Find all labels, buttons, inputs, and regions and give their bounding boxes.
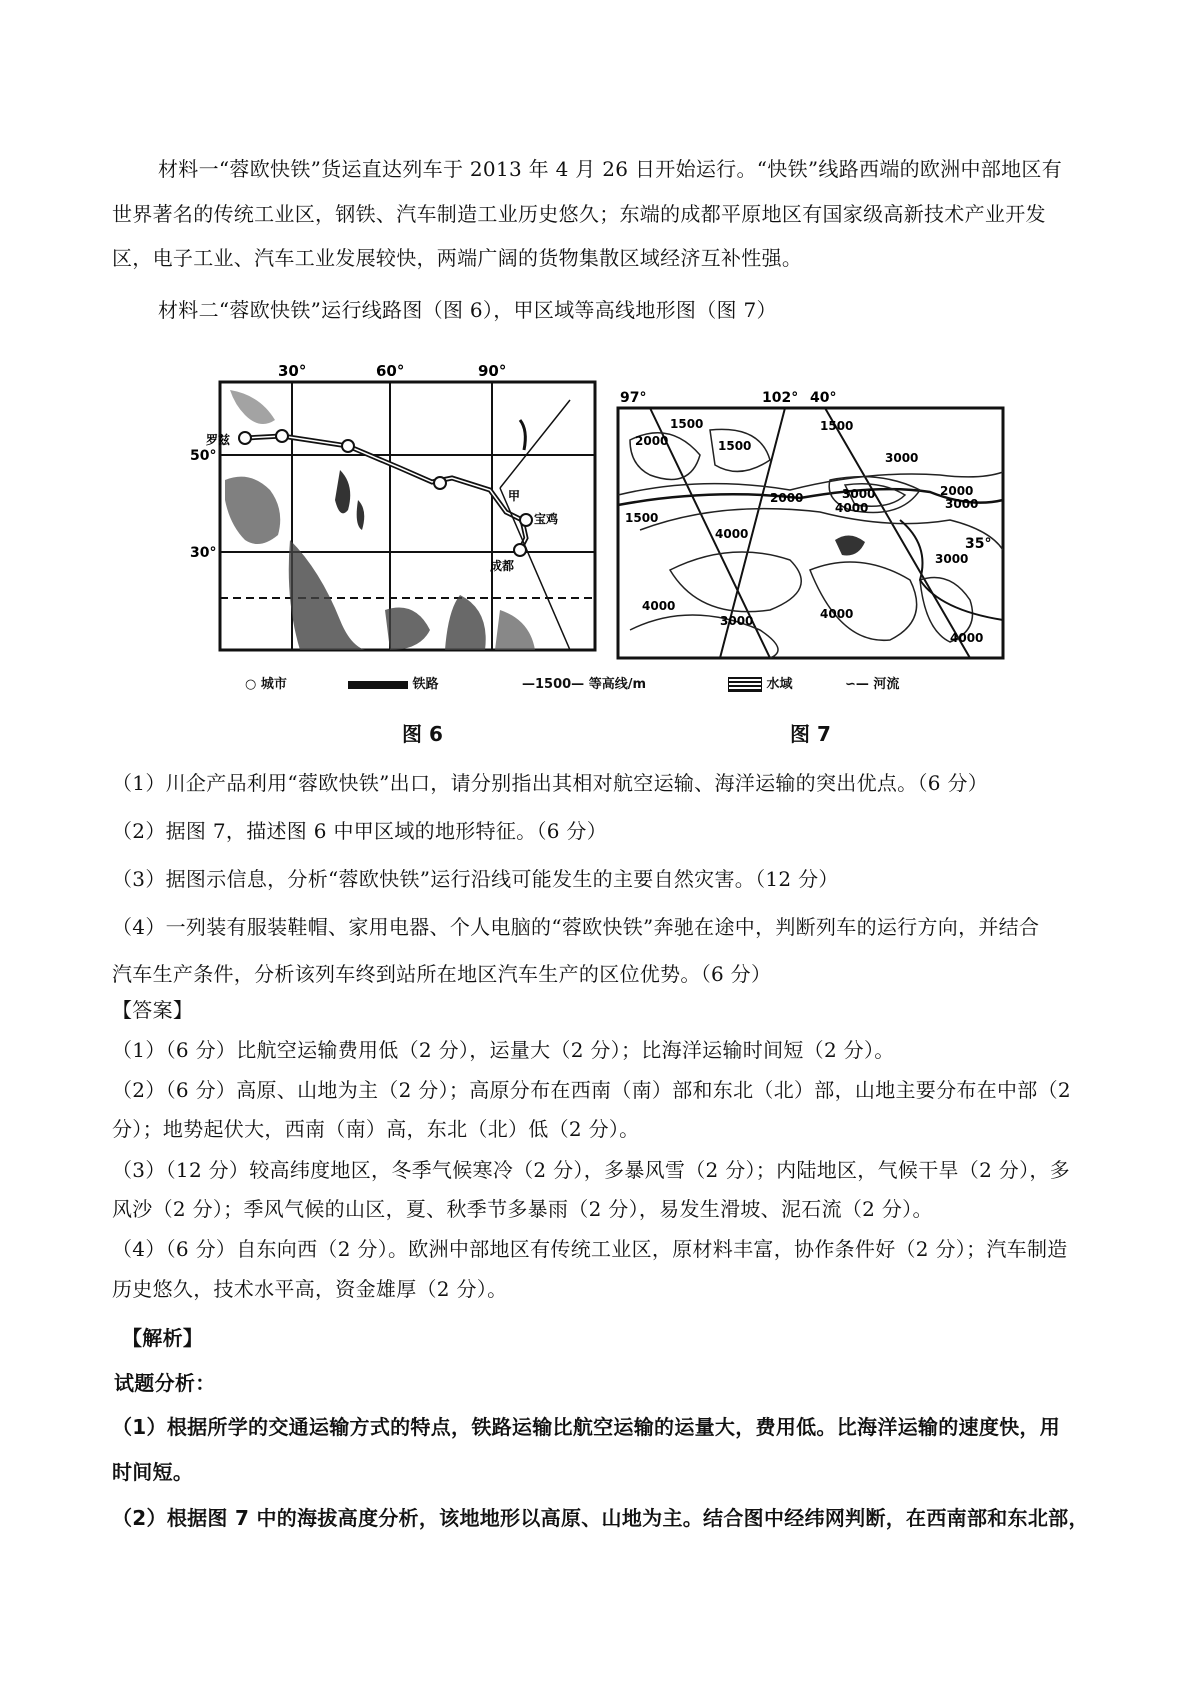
fig7-contour-label: 3000 (842, 487, 876, 501)
answer-line: （4）（6 分）自东向西（2 分）。欧洲中部地区有传统工业区，原材料丰富，协作条件好（2 分）；汽车制造 (112, 1237, 1068, 1261)
fig6-jia-label: 甲 (508, 489, 521, 503)
fig6-luoci-label: 罗兹 (206, 433, 231, 447)
fig7-contour-label: 1500 (670, 417, 704, 431)
fig6-lon-60: 60° (376, 362, 405, 380)
fig7-contour-label: 3000 (720, 614, 754, 628)
analysis-subheading: 试题分析： (114, 1371, 216, 1395)
fig6-chengdu-label: 成都 (490, 559, 515, 573)
fig6-caption: 图 6 (402, 722, 443, 746)
fig7-contour-label: 3000 (935, 552, 969, 566)
fig7-contour-label: 4000 (820, 607, 854, 621)
figure-7-contour-map (610, 380, 1010, 669)
analysis-line: 时间短。 (112, 1460, 194, 1484)
fig7-contour-label: 2000 (770, 491, 804, 505)
fig7-contour-label: 1500 (718, 439, 752, 453)
material1-line-3: 区，电子工业、汽车工业发展较快，两端广阔的货物集散区域经济互补性强。 (112, 246, 803, 270)
fig7-lat-35: 35° (965, 536, 992, 552)
material2-line: 材料二“蓉欧快铁”运行线路图（图 6），甲区域等高线地形图（图 7） (158, 298, 777, 322)
question-3: （3）据图示信息，分析“蓉欧快铁”运行沿线可能发生的主要自然灾害。（12 分） (112, 867, 839, 891)
figure-6-route-map (190, 360, 610, 679)
question-2: （2）据图 7，描述图 6 中甲区域的地形特征。（6 分） (112, 819, 608, 843)
fig7-contour-label: 4000 (835, 501, 869, 515)
river-icon: ∽— (845, 677, 874, 692)
fig7-contour-label: 4000 (715, 527, 749, 541)
fig7-lon-97: 97° (620, 390, 647, 406)
fig6-lon-30: 30° (278, 362, 307, 380)
fig7-lat-40: 40° (810, 390, 837, 406)
fig6-svg (190, 360, 610, 675)
fig7-contour-label: 1500 (625, 511, 659, 525)
fig6-baoji-label: 宝鸡 (534, 512, 559, 526)
fig6-lat-30: 30° (190, 545, 217, 561)
legend-water: 水域 (728, 673, 793, 692)
fig7-caption: 图 7 (790, 722, 831, 746)
analysis-line: （2）根据图 7 中的海拔高度分析，该地地形以高原、山地为主。结合图中经纬网判断，在西南部和东北部， (112, 1506, 1089, 1530)
fig6-lon-90: 90° (478, 362, 507, 380)
question-4-cont: 汽车生产条件，分析该列车终到站所在地区汽车生产的区位优势。（6 分） (112, 962, 772, 986)
fig7-contour-label: 3000 (945, 497, 979, 511)
legend-railway: 铁路 (348, 673, 439, 692)
city-icon: ○ (245, 677, 261, 692)
material1-line-1: 材料一“蓉欧快铁”货运直达列车于 2013 年 4 月 26 日开始运行。“快铁”线路西端的欧洲中部地区有 (158, 157, 1063, 181)
fig7-svg (610, 380, 1010, 665)
material1-line-2: 世界著名的传统工业区，钢铁、汽车制造工业历史悠久；东端的成都平原地区有国家级高新技术产业开发 (112, 202, 1046, 226)
fig7-contour-label: 4000 (642, 599, 676, 613)
fig7-lon-102: 102° (762, 390, 799, 406)
legend-city: ○ 城市 (245, 677, 287, 692)
answer-line: （1）（6 分）比航空运输费用低（2 分），运量大（2 分）；比海洋运输时间短（2 分）。 (112, 1038, 895, 1062)
legend-river: ∽— 河流 (845, 677, 900, 692)
answer-heading: 【答案】 (112, 998, 194, 1022)
question-1: （1）川企产品利用“蓉欧快铁”出口，请分别指出其相对航空运输、海洋运输的突出优点。（6 分） (112, 771, 989, 795)
fig7-contour-label: 3000 (885, 451, 919, 465)
legend-contour: —1500— 等高线/m (522, 677, 647, 692)
water-icon (728, 677, 762, 692)
railway-icon (348, 681, 408, 689)
fig7-contour-label: 2000 (635, 434, 669, 448)
question-4: （4）一列装有服装鞋帽、家用电器、个人电脑的“蓉欧快铁”奔驰在途中，判断列车的运行方向，并结合 (112, 915, 1040, 939)
answer-line: 历史悠久，技术水平高，资金雄厚（2 分）。 (112, 1277, 508, 1301)
answer-line: （3）（12 分）较高纬度地区，冬季气候寒冷（2 分），多暴风雪（2 分）；内陆地区，气候干旱（2 分），多 (112, 1158, 1070, 1182)
analysis-line: （1）根据所学的交通运输方式的特点，铁路运输比航空运输的运量大，费用低。比海洋运输的速度快，用 (112, 1415, 1061, 1439)
answer-line: 风沙（2 分）；季风气候的山区，夏、秋季节多暴雨（2 分），易发生滑坡、泥石流（2 分）。 (112, 1197, 933, 1221)
fig7-contour-label: 4000 (950, 631, 984, 645)
fig7-contour-label: 2000 (940, 484, 974, 498)
fig6-lat-50: 50° (190, 448, 217, 464)
fig7-contour-label: 1500 (820, 419, 854, 433)
answer-line: 分）；地势起伏大，西南（南）高，东北（北）低（2 分）。 (112, 1117, 640, 1141)
analysis-heading: 【解析】 (122, 1326, 204, 1350)
answer-line: （2）（6 分）高原、山地为主（2 分）；高原分布在西南（南）部和东北（北）部，山地主要分布在中部（2 (112, 1078, 1071, 1102)
